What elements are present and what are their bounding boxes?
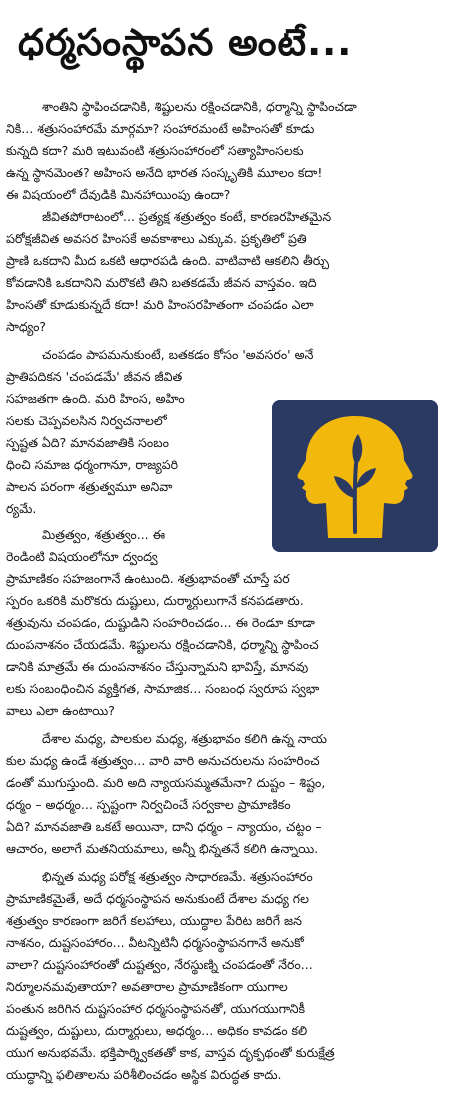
paragraph-line: వాలు ఎలా ఉంటాయి? <box>6 703 115 718</box>
paragraph-line: శాంతిని స్థాపించడానికి, శిష్టులను రక్షించడానికి, ధర్మాన్ని స్థాపించడా <box>42 99 357 114</box>
paragraph-line: యుగ అనుభవమే. భక్తిపార్శ్వికతతో కాక, వాస్తవ దృక్పథంతో కురుక్షేత్ర <box>6 1045 335 1060</box>
article-headline: ధర్మసంస్థాపన అంటే... <box>18 21 353 64</box>
paragraph-line: భిన్నత మధ్య పరోక్ష శత్రుత్వం సాధారణమే. శత్రుసంహారం <box>42 869 313 884</box>
paragraph-line: శత్రువును చంపడం, దుష్టుడిని సంహరించడం... ఈ రెండూ కూడా <box>6 615 315 630</box>
paragraph-line: నిర్మూలనమవుతాయా? అవతారాల ప్రామాణికంగా యుగాల <box>6 979 288 994</box>
paragraph-line: ధించి సమాజ ధర్మంగానూ, రాజ్యపరి <box>6 457 179 472</box>
paragraph-line: సాధ్యం? <box>6 319 47 334</box>
paragraph-line: పాలన పరంగా శత్రుత్వమూ అనివా <box>6 479 173 494</box>
paragraph-line: ప్రాణి ఒకదాని మీద ఒకటి ఆధారపడి ఉంది. వాటివాటి ఆకలిని తీర్చు <box>6 253 330 268</box>
paragraph-line: చంపడం పాపమనుకుంటే, బతకడం కోసం 'అవసరం' అనే <box>42 347 314 362</box>
paragraph-line: పంతున జరిగిన దుష్టసంహార ధర్మసంస్థాపనతో, యుగయుగానికీ <box>6 1001 306 1016</box>
paragraph-line: దేశాల మధ్య, పాలకుల మధ్య, శత్రుభావం కలిగి ఉన్న నాయ <box>42 731 327 746</box>
paragraph-line: రెండింటి విషయంలోనూ ద్వంద్వ <box>6 549 158 564</box>
paragraph-line: ఏది? మానవజాతి ఒకటే అయినా, దాని ధర్మం – న్యాయం, చట్టం – <box>6 819 322 834</box>
article-illustration <box>272 400 438 552</box>
paragraph-line: సలకు చెప్పవలసిన నిర్వచనాలలో <box>6 413 167 428</box>
paragraph-line: స్పష్టత ఏది? మానవజాతికి సంబం <box>6 435 169 450</box>
paragraph-line: జీవితపోరాటంలో... ప్రత్యక్ష శత్రుత్వం కంటే, కారణరహితమైన <box>42 209 332 224</box>
paragraph-line: స్పరం ఒకరికి మరొకరు దుష్టులు, దుర్మార్గులుగానే కనపడతారు. <box>6 593 304 608</box>
paragraph-line: లకు సంబంధించిన వ్యక్తిగత, సామాజిక... సంబంధ స్వరూప స్వభా <box>6 681 320 696</box>
paragraph-line: మిత్రత్వం, శత్రుత్వం... ఈ <box>42 527 166 542</box>
paragraph-line: కోవడానికి ఒకదానిని మరొకటి తిని బతకడమే జీవన వాస్తవం. ఇది <box>6 275 317 290</box>
paragraph-line: దుష్టత్వం, దుష్టులు, దుర్మార్గులు, అధర్మం... అధికం కావడం కలి <box>6 1023 308 1038</box>
paragraph-line: సహజతగా ఉంది. మరి హింస, అహిం <box>6 391 185 406</box>
paragraph-line: ర్యమే. <box>6 501 37 516</box>
paragraph-line: ఉన్న స్థానమెంత? అహింస అనేది భారత సంస్కృతికి మూలం కదా! <box>6 165 323 180</box>
paragraph-line: దుంపనాశనం చేయడమే. శిష్టులను రక్షించడానికి, ధర్మాన్ని స్థాపించ <box>6 637 319 652</box>
paragraph-line: శత్రుత్వం కారణంగా జరిగే కలహాలు, యుద్ధాల పేరిట జరిగే జన <box>6 913 302 928</box>
paragraph-line: యుద్ధాన్ని ఫలితాలను పరిశీలించడం అస్థిక విరుద్ధత కాదు. <box>6 1067 282 1082</box>
paragraph-line: నాశనం, దుష్టసంహారం... వీటన్నిటినీ ధర్మసంస్థాపనగానే అనుకో <box>6 935 304 950</box>
paragraph-line: ప్రామాణికం సహజంగానే ఉంటుంది. శత్రుభావంతో చూస్తే పర <box>6 571 290 586</box>
paragraph-line: డానికి మాత్రమే ఈ దుంపనాశనం చేస్తున్నామని భావిస్తే, మానవు <box>6 659 309 674</box>
sprout-stem <box>355 464 356 532</box>
paragraph-line: కుల మధ్య ఉండే శత్రుత్వం... వారి వారి అనుచరులను సంహరించ <box>6 753 320 768</box>
paragraph-line: హింసతో కూడుకున్నదే కదా! మరి హింసరహితంగా చంపడం ఎలా <box>6 297 314 312</box>
paragraph-line: ధర్మం – అధర్మం... స్పష్టంగా నిర్వచించే సర్వకాల ప్రామాణికం <box>6 797 291 812</box>
paragraph-line: వాలా? దుష్టసంహారంతో దుష్టత్వం, నేరస్థుణ్ని చంపడంతో నేరం... <box>6 957 313 972</box>
paragraph-line: నికి... శత్రుసంహారమే మార్గమా? సంహారమంటే అహింసతో కూడు <box>6 121 315 136</box>
paragraph-line: ఈ విషయంలో దేవుడికి మినహాయింపు ఉందా? <box>6 187 231 202</box>
paragraph-line: కున్నది కదా? మరి ఇటువంటి శత్రుసంహారంలో సత్యాహింసలకు <box>6 143 304 158</box>
paragraph-line: ప్రామాణికమైతే, అదే ధర్మసంస్థాపన అనుకుంటే దేశాల మధ్య గల <box>6 891 309 906</box>
paragraph-line: ఆచారం, అలాగే మతనియమాలు, అన్నీ భిన్నతనే కలిగి ఉన్నాయి. <box>6 841 319 856</box>
paragraph-line: ప్రాతిపదికన 'చంపడమే' జీవన జీవిత <box>6 369 183 384</box>
paragraph-line: డంతో ముగుస్తుంది. మరి అది న్యాయసమ్మతమేనా? దుష్టం – శిష్టం, <box>6 775 326 790</box>
paragraph-line: పరోక్షజీవిత అవసర హింసకే అవకాశాలు ఎక్కువ. ప్రకృతిలో ప్రతి <box>6 231 307 246</box>
two-heads-sprout-icon <box>272 400 438 552</box>
